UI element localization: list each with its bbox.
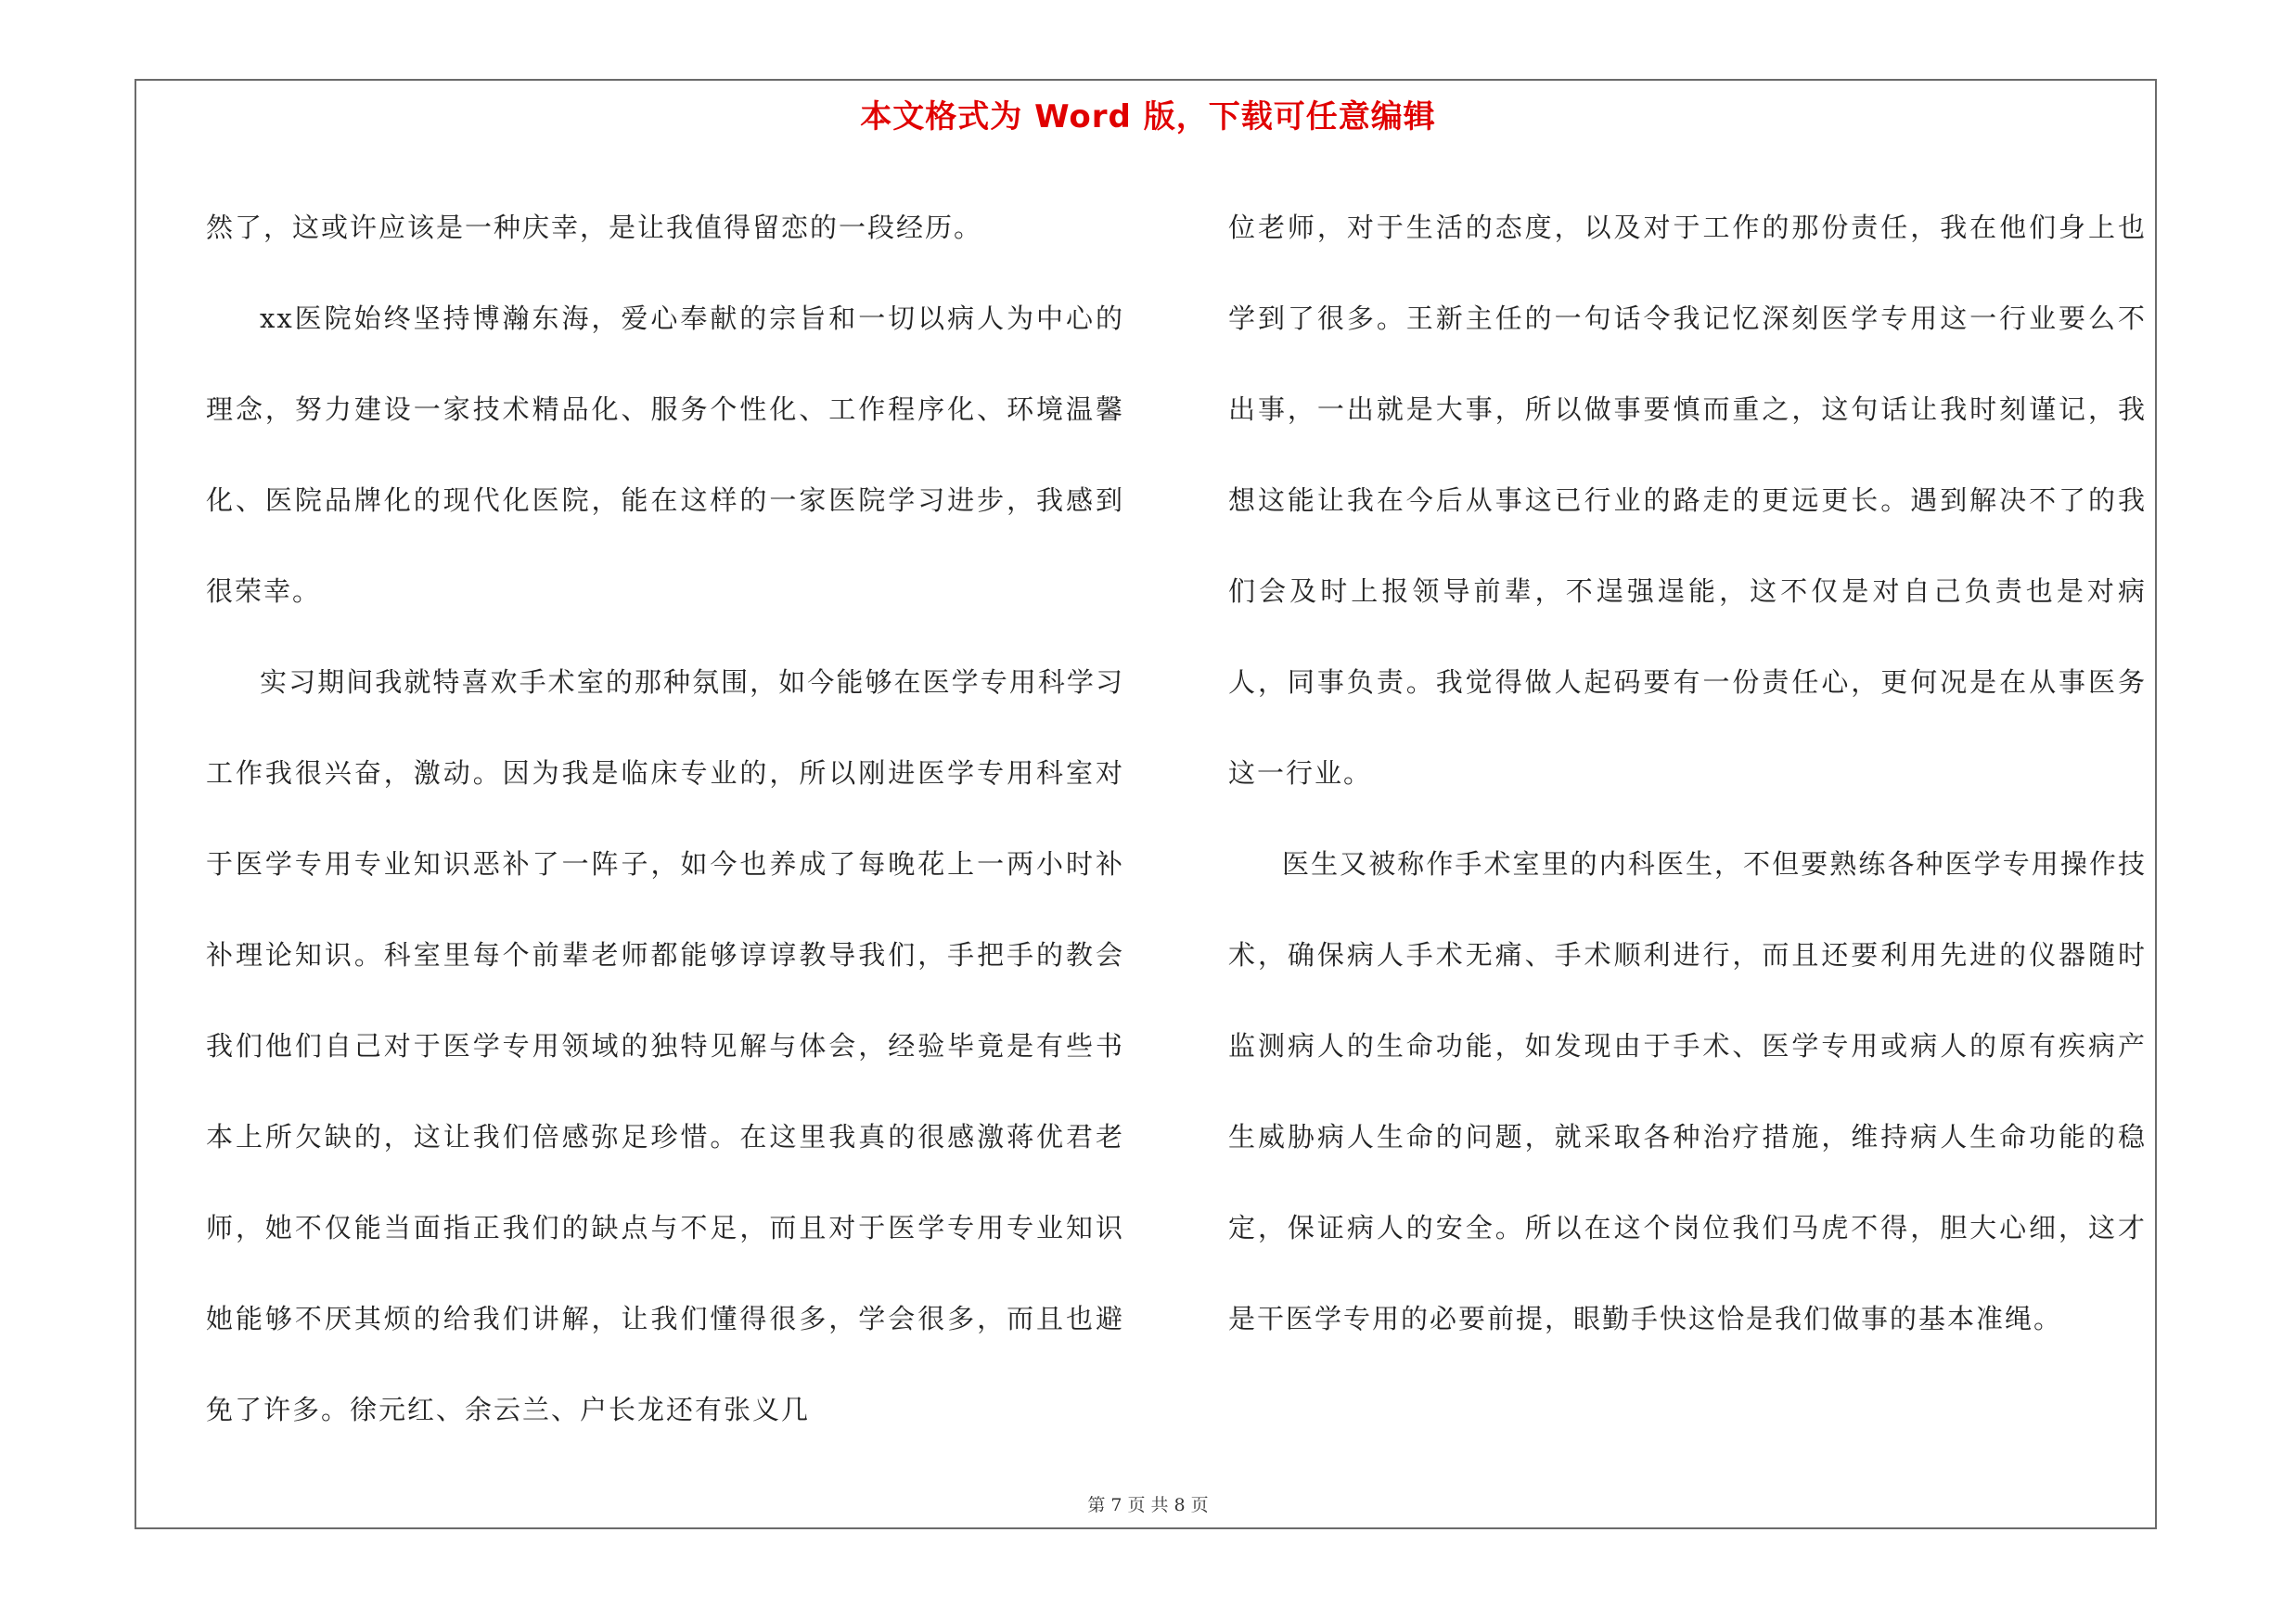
paragraph: 然了，这或许应该是一种庆幸，是让我值得留恋的一段经历。 <box>206 212 983 243</box>
paragraph: xx医院始终坚持博瀚东海，爱心奉献的宗旨和一切以病人为中心的理念，努力建设一家技术精品化、服务个性化、工作程序化、环境温馨化、医院品牌化的现代化医院，能在这样的一家医院学习进步，我感到很荣幸。 <box>206 303 1124 607</box>
paragraph: 位老师，对于生活的态度，以及对于工作的那份责任，我在他们身上也学到了很多。王新主任的一句话令我记忆深刻医学专用这一行业要么不出事，一出就是大事，所以做事要慎而重之，这句话让我时刻谨记，我想这能让我在今后从事这已行业的路走的更远更长。遇到解决不了的我们会及时上报领导前辈，不逞强逞能，这不仅是对自己负责也是对病人，同事负责。我觉得做人起码要有一份责任心，更何况是在从事医务这一行业。 <box>1228 212 2147 789</box>
paragraph: 医生又被称作手术室里的内科医生，不但要熟练各种医学专用操作技术，确保病人手术无痛、手术顺利进行，而且还要利用先进的仪器随时监测病人的生命功能，如发现由于手术、医学专用或病人的原有疾病产生威胁病人生命的问题，就采取各种治疗措施，维持病人生命功能的稳定，保证病人的安全。所以在这个岗位我们马虎不得，胆大心细，这才是干医学专用的必要前提，眼勤手快这恰是我们做事的基本准绳。 <box>1228 848 2147 1334</box>
page-number-footer: 第 7 页 共 8 页 <box>1087 1495 1209 1515</box>
left-column <box>206 182 1124 1455</box>
paragraph: 实习期间我就特喜欢手术室的那种氛围，如今能够在医学专用科学习工作我很兴奋，激动。因为我是临床专业的，所以刚进医学专用科室对于医学专用专业知识恶补了一阵子，如今也养成了每晚花上一两小时补补理论知识。科室里每个前辈老师都能够谆谆教导我们，手把手的教会我们他们自己对于医学专用领域的独特见解与体会，经验毕竟是有些书本上所欠缺的，这让我们倍感弥足珍惜。在这里我真的很感激蒋优君老师，她不仅能当面指正我们的缺点与不足，而且对于医学专用专业知识她能够不厌其烦的给我们讲解，让我们懂得很多，学会很多，而且也避免了许多。徐元红、余云兰、户长龙还有张义几 <box>206 666 1124 1425</box>
right-column <box>1228 182 2147 1364</box>
word-format-banner: 本文格式为 Word 版，下载可任意编辑 <box>860 98 1436 135</box>
